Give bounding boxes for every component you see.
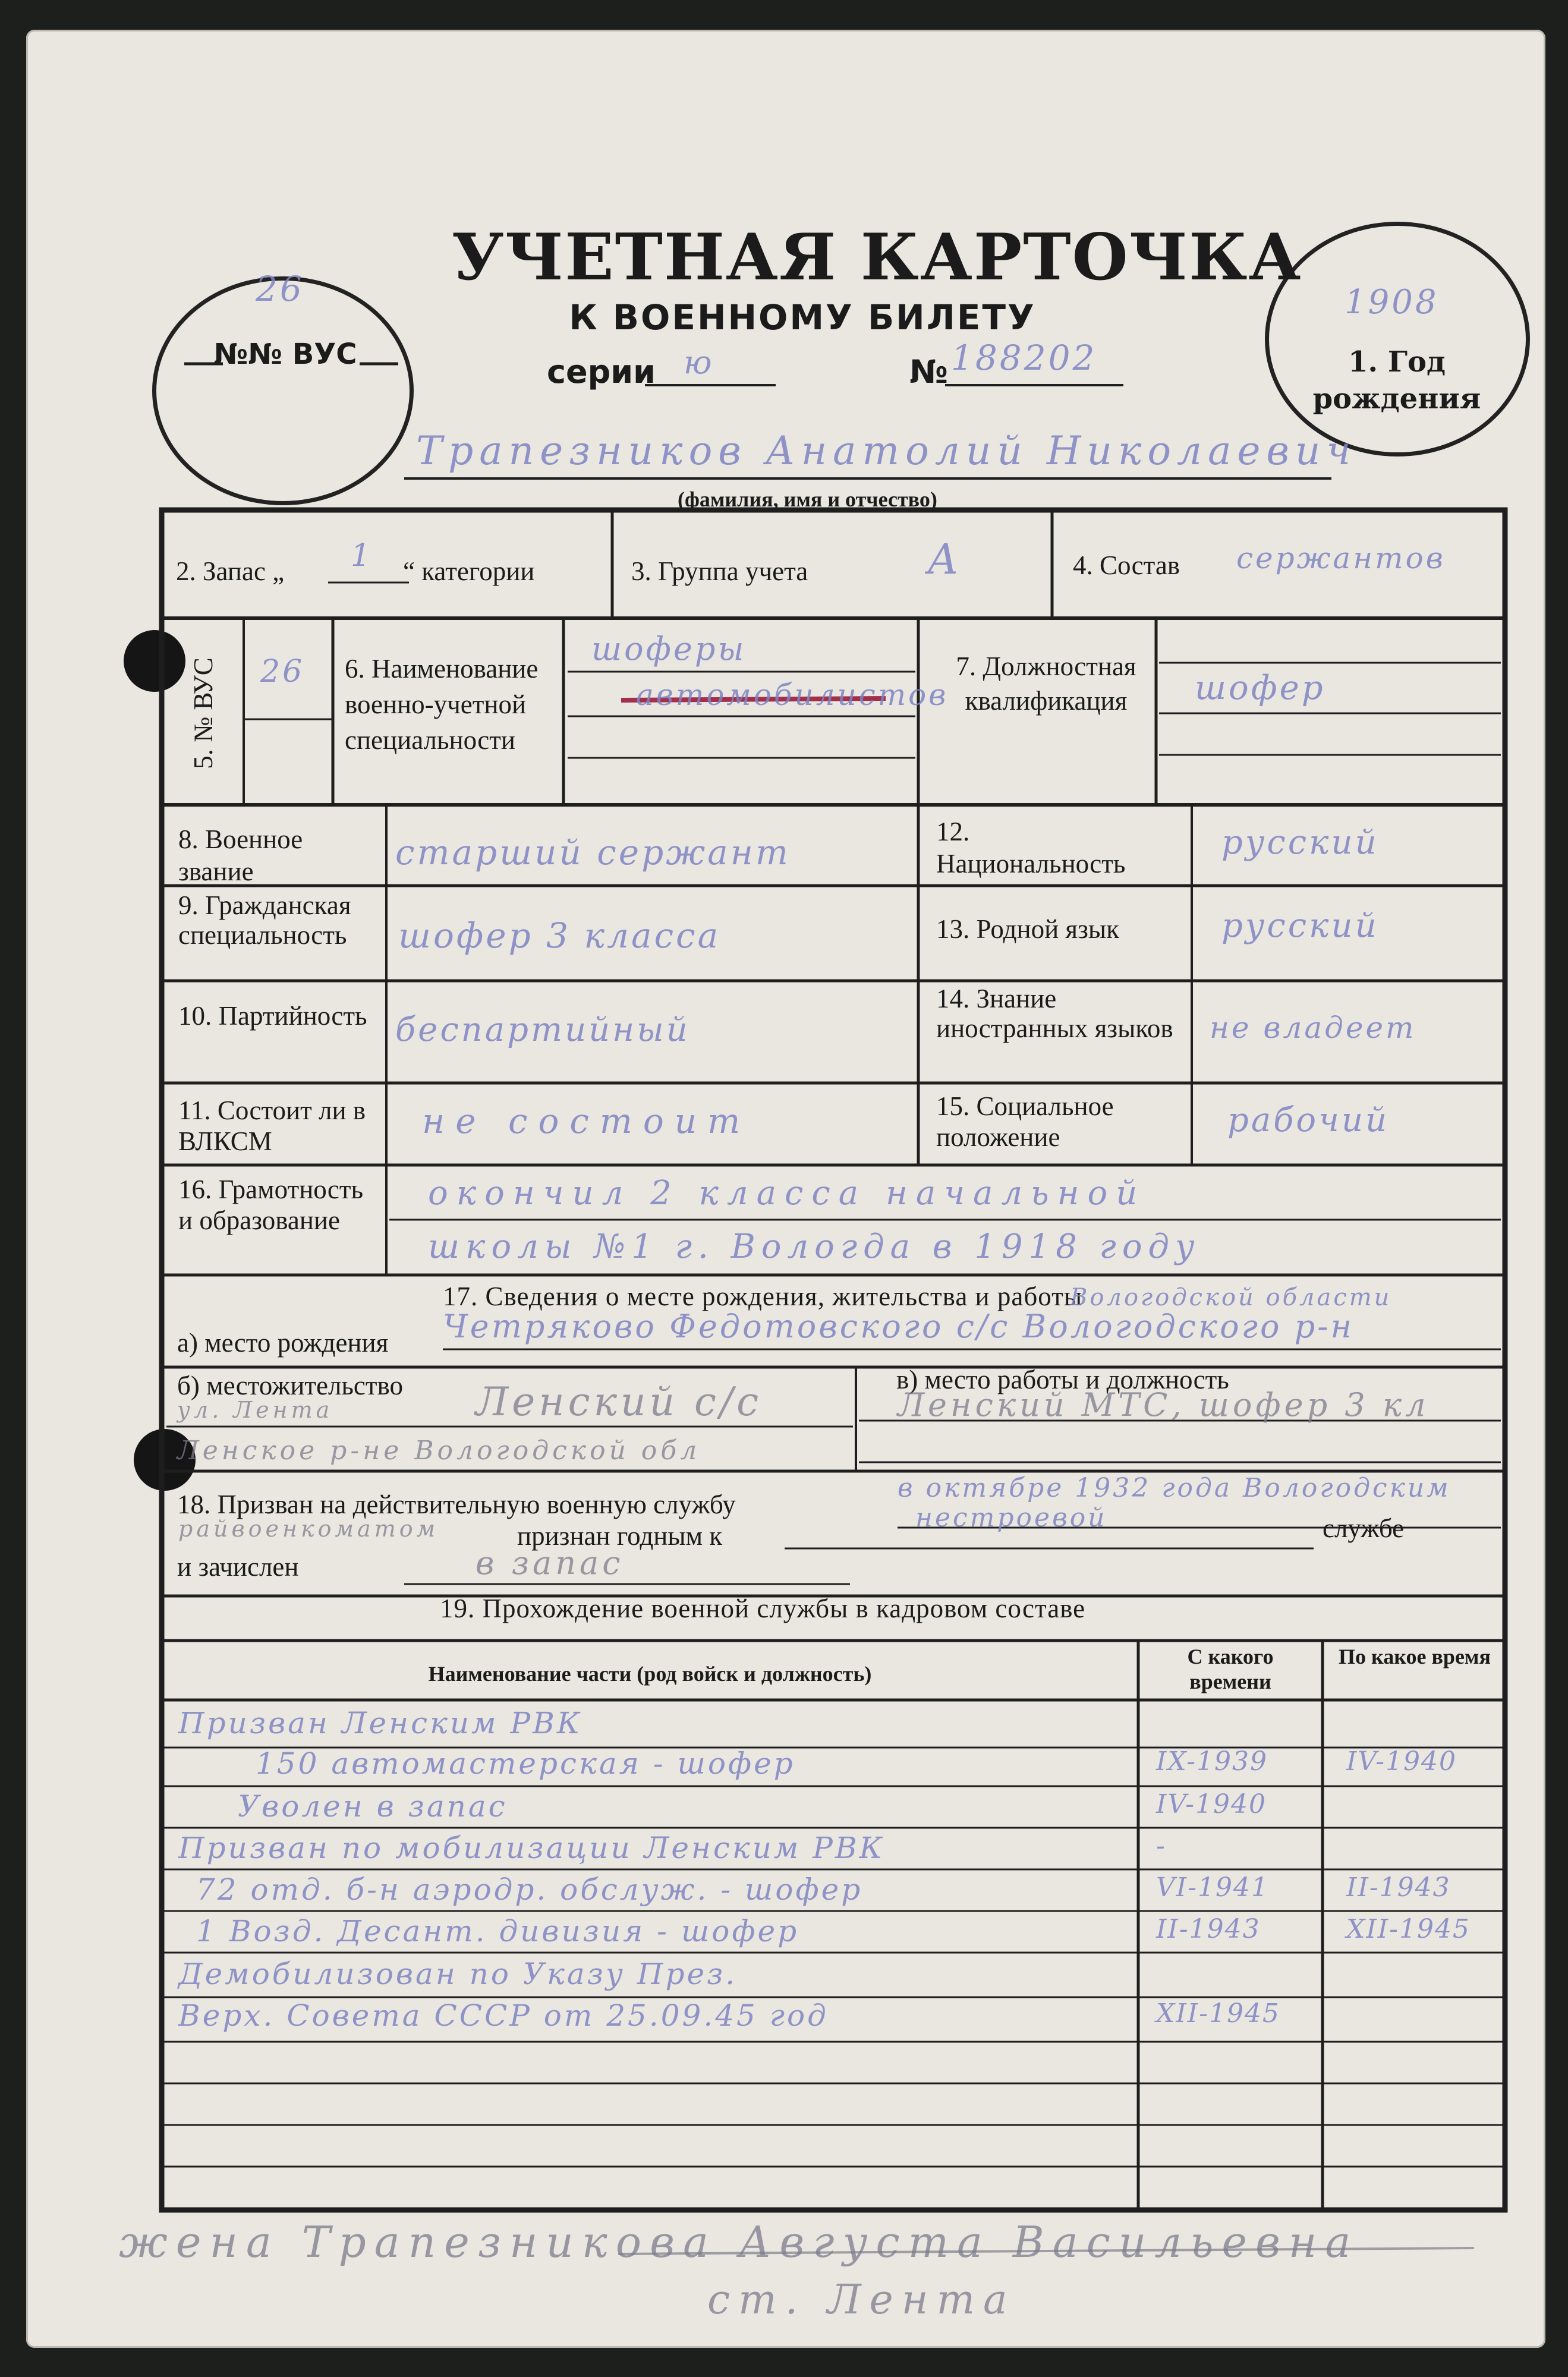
service-row-unit: 1 Возд. Десант. дивизия - шофер bbox=[196, 1914, 799, 1948]
languages-value: не владеет bbox=[1210, 1010, 1416, 1045]
number-label: № bbox=[909, 353, 948, 391]
social-status-label bbox=[936, 1091, 1162, 1153]
footer-line1: жена Трапезникова Августа Васильевна bbox=[119, 2217, 1359, 2267]
enrolled-value: в запас bbox=[476, 1544, 624, 1582]
fit-value: нестроевой bbox=[915, 1503, 1107, 1533]
service-row-unit: 150 автомастерская - шофер bbox=[256, 1746, 795, 1781]
col-from-header bbox=[1144, 1644, 1317, 1694]
party-label bbox=[178, 1000, 380, 1032]
social-status-value: рабочий bbox=[1227, 1101, 1390, 1139]
specialty-label-text: 6. Наименование военно-учетной специальности bbox=[345, 654, 539, 755]
residence-label: б) местожительство bbox=[177, 1371, 403, 1400]
section17-title: 17. Сведения о месте рождения, жительства и работы bbox=[443, 1282, 1083, 1311]
reserve-value: 1 bbox=[351, 538, 373, 574]
col-from-header-text: С какого времени bbox=[1187, 1645, 1274, 1693]
vus-field-label: 5. № ВУС bbox=[188, 657, 218, 769]
drafted-value2: райвоенкоматом bbox=[178, 1516, 439, 1542]
vus-field-value: 26 bbox=[260, 654, 305, 690]
page-subtitle: К ВОЕННОМУ БИЛЕТУ bbox=[569, 297, 1036, 338]
fio-value: Трапезников Анатолий Николаевич bbox=[416, 428, 1357, 474]
qualification-label bbox=[939, 649, 1153, 718]
number-value: 188202 bbox=[951, 338, 1097, 378]
komsomol-label bbox=[178, 1095, 380, 1157]
group-label: 3. Группа учета bbox=[631, 556, 808, 586]
service-row-to: II-1943 bbox=[1346, 1872, 1451, 1903]
birth-place-label: а) место рождения bbox=[177, 1328, 389, 1358]
qualification-value: шофер bbox=[1195, 669, 1325, 707]
staff-label: 4. Состав bbox=[1073, 550, 1180, 580]
service-row-from: IX-1939 bbox=[1156, 1746, 1268, 1777]
rank-label bbox=[178, 823, 357, 887]
work-value: Ленский МТС, шофер 3 кл bbox=[898, 1386, 1430, 1424]
service-row-to: IV-1940 bbox=[1346, 1746, 1457, 1777]
reserve-suffix: “ категории bbox=[403, 556, 535, 586]
service-row-unit: 72 отд. б-н аэродр. обслуж. - шофер bbox=[196, 1872, 863, 1907]
education-line2: школы №1 г. Вологда в 1918 году bbox=[428, 1227, 1201, 1266]
rank-label-text: 8. Военное звание bbox=[178, 824, 303, 886]
specialty-struck-value: автомобилистов bbox=[636, 678, 949, 712]
fit-label: признан годным к bbox=[517, 1521, 723, 1551]
service-row-from: - bbox=[1156, 1831, 1166, 1861]
birth-place-value: Четряково Федотовского с/с Вологодского р-н bbox=[443, 1308, 1355, 1345]
service-row-from: XII-1945 bbox=[1156, 1998, 1280, 2029]
vus-circle-value: 26 bbox=[256, 269, 304, 309]
civil-specialty-value: шофер 3 класса bbox=[398, 915, 721, 956]
fit-suffix: службе bbox=[1323, 1513, 1405, 1543]
col-to-header bbox=[1328, 1644, 1501, 1669]
birth-place-value-top: Вологодской области bbox=[1070, 1284, 1392, 1311]
party-value: беспартийный bbox=[395, 1010, 690, 1049]
languages-label-text: 14. Знание иностранных языков bbox=[936, 984, 1173, 1043]
civil-specialty-label-text: 9. Гражданская специальность bbox=[178, 890, 351, 950]
education-line1: окончил 2 класса начальной bbox=[428, 1174, 1146, 1213]
service-row-unit: Верх. Совета СССР от 25.09.45 год bbox=[178, 1998, 829, 2033]
residence-value-pre: ул. Лента bbox=[177, 1397, 333, 1423]
service-row-from: II-1943 bbox=[1156, 1914, 1261, 1944]
service-row-unit: Уволен в запас bbox=[238, 1789, 508, 1824]
languages-label bbox=[936, 984, 1186, 1043]
vus-circle-label: №№ ВУС bbox=[213, 338, 357, 371]
fio-caption: (фамилия, имя и отчество) bbox=[678, 487, 937, 511]
nationality-value: русский bbox=[1221, 823, 1379, 862]
service-row-unit: Призван по мобилизации Ленским РВК bbox=[178, 1831, 885, 1865]
service-row-unit: Демобилизован по Указу През. bbox=[178, 1957, 738, 1991]
group-value: А bbox=[927, 535, 962, 584]
col-unit-header: Наименование части (род войск и должность) bbox=[428, 1662, 872, 1686]
native-language-value: русский bbox=[1221, 906, 1379, 945]
drafted-label: 18. Призван на действительную военную службу bbox=[177, 1490, 736, 1519]
party-label-text: 10. Партийность bbox=[178, 1001, 367, 1031]
col-to-header-text: По какое время bbox=[1339, 1645, 1491, 1668]
series-label: серии bbox=[547, 353, 656, 391]
reserve-label: 2. Запас „ bbox=[176, 556, 285, 586]
work-label: в) место работы и должность bbox=[896, 1365, 1229, 1394]
nationality-label-text: 12. Национальность bbox=[936, 817, 1126, 879]
nationality-label bbox=[936, 816, 1162, 880]
education-label-text: 16. Грамотность и образование bbox=[178, 1175, 364, 1235]
education-label bbox=[178, 1174, 380, 1236]
page-title: УЧЕТНАЯ КАРТОЧКА bbox=[452, 220, 1302, 295]
residence-value2: Ленское р-не Вологодской обл bbox=[177, 1435, 701, 1466]
service-row-unit: Призван Ленским РВК bbox=[178, 1706, 583, 1740]
footer-line2: ст. Лента bbox=[707, 2277, 1016, 2324]
birth-year-label-text: 1. Год рождения bbox=[1312, 345, 1481, 415]
birth-year-value: 1908 bbox=[1345, 283, 1439, 322]
service-row-from: IV-1940 bbox=[1156, 1789, 1267, 1819]
specialty-label bbox=[345, 651, 559, 758]
komsomol-label-text: 11. Состоит ли в ВЛКСМ bbox=[178, 1095, 366, 1156]
enrolled-label: и зачислен bbox=[177, 1552, 299, 1582]
komsomol-value: не состоит bbox=[422, 1101, 751, 1141]
series-value: ю bbox=[684, 344, 714, 381]
section19-title: 19. Прохождение военной службы в кадровом составе bbox=[440, 1594, 1086, 1623]
native-language-label: 13. Родной язык bbox=[936, 914, 1119, 944]
drafted-value: в октябре 1932 года Вологодским bbox=[898, 1473, 1451, 1503]
specialty-value: шоферы bbox=[591, 630, 747, 668]
rank-value: старший сержант bbox=[395, 832, 791, 873]
service-row-to: XII-1945 bbox=[1346, 1914, 1471, 1944]
residence-value1: Ленский с/с bbox=[476, 1379, 763, 1425]
qualification-label-text: 7. Должностная квалификация bbox=[956, 651, 1136, 716]
social-status-label-text: 15. Социальное положение bbox=[936, 1091, 1114, 1152]
staff-value: сержантов bbox=[1236, 541, 1446, 575]
civil-specialty-label bbox=[178, 890, 380, 950]
service-row-from: VI-1941 bbox=[1156, 1872, 1269, 1903]
